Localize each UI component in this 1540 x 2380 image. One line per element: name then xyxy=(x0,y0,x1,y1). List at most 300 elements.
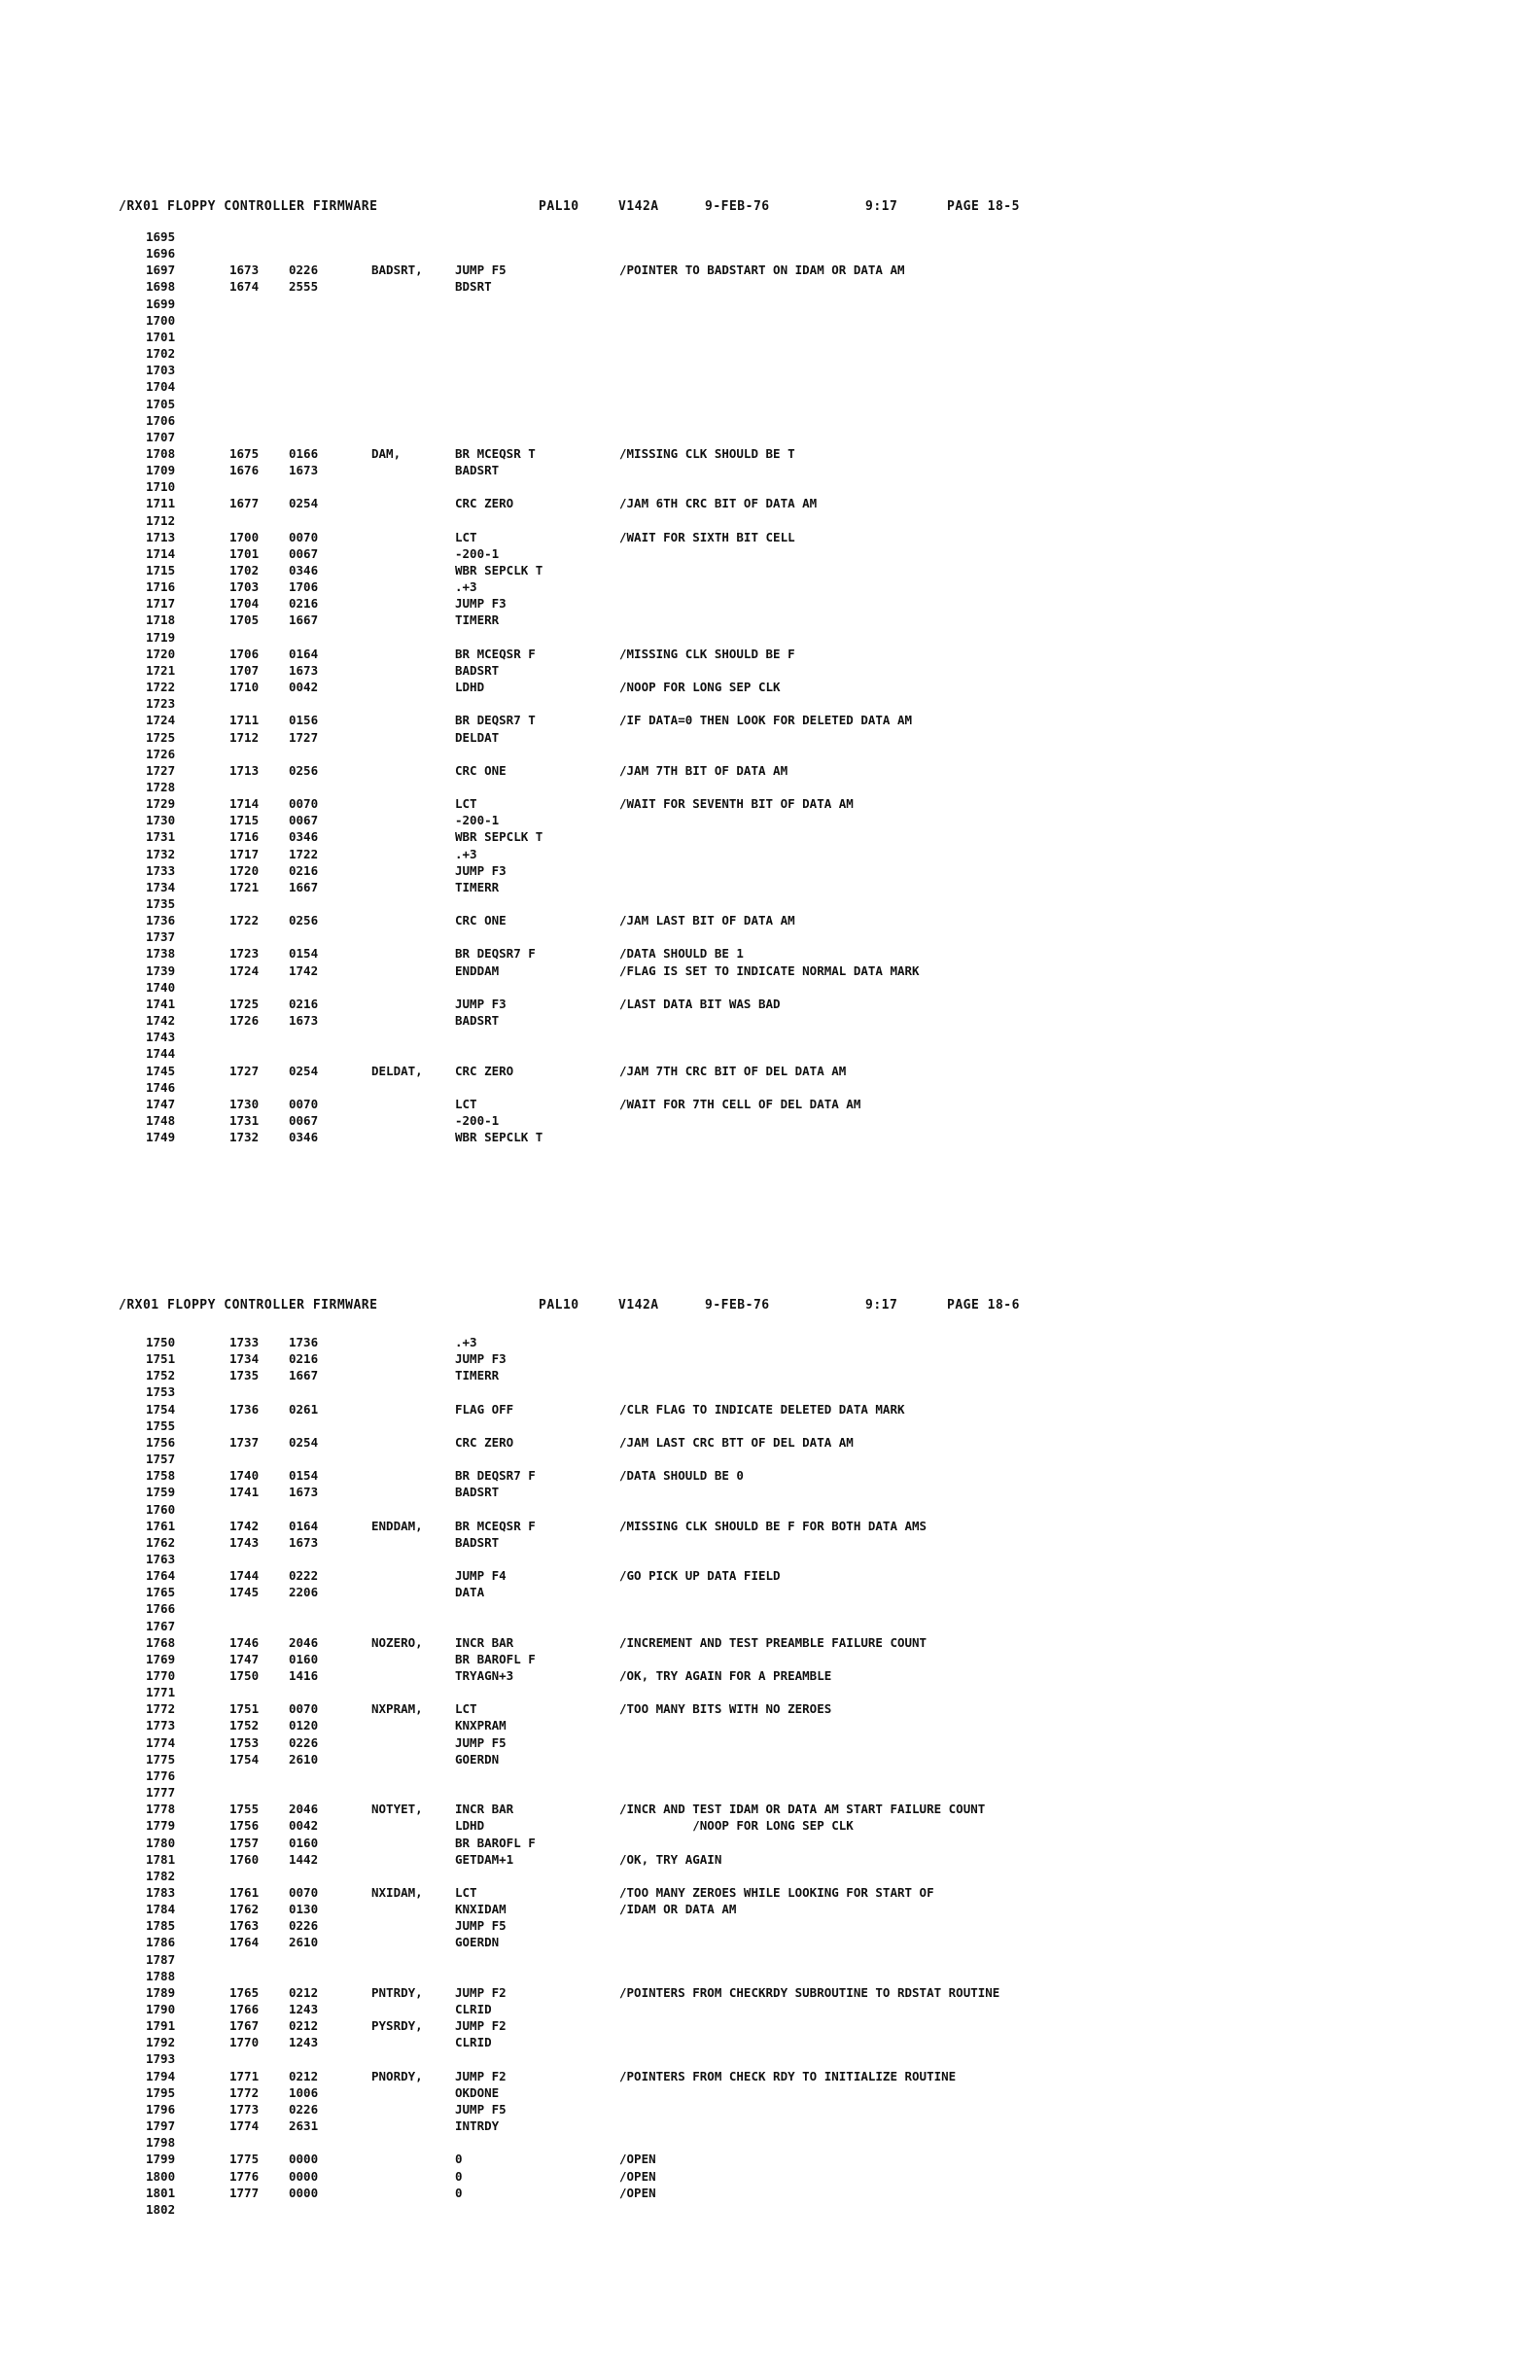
address: 1773 xyxy=(229,2101,260,2117)
instruction: FLAG OFF xyxy=(455,1401,514,1417)
version: V142A xyxy=(618,1298,659,1312)
line-number: 1785 xyxy=(146,1918,176,1934)
comment: /TOO MANY BITS WITH NO ZEROES xyxy=(619,1701,832,1717)
line-number: 1773 xyxy=(146,1718,176,1733)
address: 1716 xyxy=(229,829,260,845)
line-number: 1703 xyxy=(146,363,176,378)
line-number: 1751 xyxy=(146,1351,176,1367)
comment: /IF DATA=0 THEN LOOK FOR DELETED DATA AM xyxy=(619,713,913,728)
line-number: 1708 xyxy=(146,445,176,461)
octal-value: 0222 xyxy=(289,1568,319,1584)
octal-value: 0212 xyxy=(289,2068,319,2083)
octal-value: 2206 xyxy=(289,1585,319,1600)
line-number: 1745 xyxy=(146,1063,176,1078)
comment: /WAIT FOR 7TH CELL OF DEL DATA AM xyxy=(619,1096,861,1111)
instruction: BR DEQSR7 T xyxy=(455,713,536,728)
line-number: 1727 xyxy=(146,762,176,778)
comment: /DATA SHOULD BE 1 xyxy=(619,946,744,962)
line-number: 1784 xyxy=(146,1902,176,1917)
octal-value: 0000 xyxy=(289,2168,319,2184)
address: 1751 xyxy=(229,1701,260,1717)
address: 1757 xyxy=(229,1835,260,1850)
symbol-label: DAM, xyxy=(371,445,402,461)
instruction: KNXIDAM xyxy=(455,1902,507,1917)
line-number: 1719 xyxy=(146,629,176,645)
instruction: BR BAROFL F xyxy=(455,1835,536,1850)
line-number: 1739 xyxy=(146,962,176,978)
instruction: BADSRT xyxy=(455,662,500,678)
line-number: 1744 xyxy=(146,1046,176,1062)
address: 1752 xyxy=(229,1718,260,1733)
octal-value: 0067 xyxy=(289,813,319,828)
octal-value: 2610 xyxy=(289,1751,319,1767)
octal-value: 0154 xyxy=(289,946,319,962)
line-number: 1791 xyxy=(146,2018,176,2034)
octal-value: 1416 xyxy=(289,1668,319,1683)
line-number: 1778 xyxy=(146,1802,176,1817)
comment: /JAM LAST BIT OF DATA AM xyxy=(619,913,795,928)
symbol-label: PNTRDY, xyxy=(371,1984,423,2000)
address: 1775 xyxy=(229,2152,260,2167)
instruction: JUMP F3 xyxy=(455,1351,507,1367)
octal-value: 0226 xyxy=(289,1918,319,1934)
line-number: 1761 xyxy=(146,1518,176,1533)
line-number: 1738 xyxy=(146,946,176,962)
address: 1766 xyxy=(229,2002,260,2016)
line-number: 1695 xyxy=(146,229,176,244)
comment: /NOOP FOR LONG SEP CLK xyxy=(619,680,781,695)
comment: /OK, TRY AGAIN xyxy=(619,1851,722,1867)
line-number: 1725 xyxy=(146,729,176,745)
instruction: BR DEQSR7 F xyxy=(455,946,536,962)
listing-title: /RX01 FLOPPY CONTROLLER FIRMWARE xyxy=(119,1298,378,1312)
line-number: 1766 xyxy=(146,1601,176,1617)
line-number: 1790 xyxy=(146,2002,176,2016)
octal-value: 1722 xyxy=(289,846,319,861)
address: 1753 xyxy=(229,1734,260,1750)
octal-value: 0070 xyxy=(289,796,319,812)
line-number: 1779 xyxy=(146,1818,176,1834)
octal-value: 0067 xyxy=(289,545,319,561)
address: 1704 xyxy=(229,596,260,612)
line-number: 1763 xyxy=(146,1551,176,1566)
instruction: WBR SEPCLK T xyxy=(455,1130,543,1145)
comment: /OPEN xyxy=(619,2185,656,2200)
address: 1772 xyxy=(229,2084,260,2100)
octal-value: 0256 xyxy=(289,913,319,928)
line-number: 1735 xyxy=(146,896,176,911)
comment: /OPEN xyxy=(619,2168,656,2184)
address: 1735 xyxy=(229,1368,260,1383)
address: 1776 xyxy=(229,2168,260,2184)
comment: /POINTER TO BADSTART ON IDAM OR DATA AM xyxy=(619,262,905,278)
instruction: BADSRT xyxy=(455,1534,500,1550)
line-number: 1746 xyxy=(146,1079,176,1095)
line-number: 1796 xyxy=(146,2101,176,2117)
line-number: 1741 xyxy=(146,996,176,1011)
instruction: JUMP F5 xyxy=(455,2101,507,2117)
comment: /OK, TRY AGAIN FOR A PREAMBLE xyxy=(619,1668,832,1683)
octal-value: 2046 xyxy=(289,1802,319,1817)
line-number: 1704 xyxy=(146,379,176,395)
instruction: GOERDN xyxy=(455,1935,500,1950)
octal-value: 0216 xyxy=(289,1351,319,1367)
line-number: 1733 xyxy=(146,862,176,878)
instruction: JUMP F3 xyxy=(455,596,507,612)
instruction: CLRID xyxy=(455,2002,492,2016)
octal-value: 1706 xyxy=(289,579,319,595)
line-number: 1705 xyxy=(146,396,176,411)
line-number: 1714 xyxy=(146,545,176,561)
octal-value: 2046 xyxy=(289,1634,319,1650)
symbol-label: NXIDAM, xyxy=(371,1884,423,1900)
line-number: 1728 xyxy=(146,779,176,794)
octal-value: 0130 xyxy=(289,1902,319,1917)
octal-value: 0164 xyxy=(289,646,319,661)
line-number: 1731 xyxy=(146,829,176,845)
octal-value: 0042 xyxy=(289,1818,319,1834)
page-header xyxy=(119,1298,1020,1315)
line-number: 1771 xyxy=(146,1685,176,1700)
line-number: 1699 xyxy=(146,296,176,311)
comment: /JAM 7TH BIT OF DATA AM xyxy=(619,762,788,778)
line-number: 1767 xyxy=(146,1618,176,1633)
octal-value: 0070 xyxy=(289,1884,319,1900)
instruction: LCT xyxy=(455,796,477,812)
instruction: INCR BAR xyxy=(455,1802,514,1817)
comment: /WAIT FOR SIXTH BIT CELL xyxy=(619,529,795,544)
address: 1721 xyxy=(229,879,260,894)
line-number: 1760 xyxy=(146,1501,176,1517)
address: 1764 xyxy=(229,1935,260,1950)
octal-value: 0067 xyxy=(289,1112,319,1128)
instruction: 0 xyxy=(455,2152,463,2167)
comment: /IDAM OR DATA AM xyxy=(619,1902,737,1917)
octal-value: 2631 xyxy=(289,2118,319,2134)
octal-value: 0254 xyxy=(289,496,319,511)
line-number: 1713 xyxy=(146,529,176,544)
address: 1746 xyxy=(229,1634,260,1650)
line-number: 1709 xyxy=(146,463,176,478)
address: 1747 xyxy=(229,1651,260,1666)
module-name: PAL10 xyxy=(539,199,579,214)
octal-value: 1727 xyxy=(289,729,319,745)
octal-value: 0216 xyxy=(289,996,319,1011)
address: 1715 xyxy=(229,813,260,828)
symbol-label: PNORDY, xyxy=(371,2068,423,2083)
line-number: 1798 xyxy=(146,2135,176,2151)
line-number: 1698 xyxy=(146,279,176,295)
address: 1756 xyxy=(229,1818,260,1834)
octal-value: 0226 xyxy=(289,1734,319,1750)
address: 1713 xyxy=(229,762,260,778)
line-number: 1782 xyxy=(146,1868,176,1883)
comment: /INCR AND TEST IDAM OR DATA AM START FAILURE COUNT xyxy=(619,1802,986,1817)
line-number: 1701 xyxy=(146,329,176,344)
line-number: 1765 xyxy=(146,1585,176,1600)
comment: /MISSING CLK SHOULD BE F xyxy=(619,646,795,661)
line-number: 1722 xyxy=(146,680,176,695)
octal-value: 1673 xyxy=(289,662,319,678)
line-number: 1753 xyxy=(146,1384,176,1400)
instruction: DELDAT xyxy=(455,729,500,745)
address: 1677 xyxy=(229,496,260,511)
line-number: 1710 xyxy=(146,479,176,495)
address: 1760 xyxy=(229,1851,260,1867)
page-number: PAGE 18-6 xyxy=(947,1298,1020,1312)
address: 1674 xyxy=(229,279,260,295)
instruction: LCT xyxy=(455,1884,477,1900)
instruction: GOERDN xyxy=(455,1751,500,1767)
octal-value: 1673 xyxy=(289,1013,319,1029)
instruction: -200-1 xyxy=(455,813,500,828)
line-number: 1729 xyxy=(146,796,176,812)
line-number: 1736 xyxy=(146,913,176,928)
instruction: -200-1 xyxy=(455,545,500,561)
instruction: ENDDAM xyxy=(455,962,500,978)
page-header xyxy=(119,199,1020,217)
octal-value: 1667 xyxy=(289,879,319,894)
instruction: BR MCEQSR T xyxy=(455,445,536,461)
octal-value: 1736 xyxy=(289,1335,319,1349)
instruction: BR MCEQSR F xyxy=(455,646,536,661)
instruction: WBR SEPCLK T xyxy=(455,829,543,845)
instruction: .+3 xyxy=(455,846,477,861)
address: 1731 xyxy=(229,1112,260,1128)
date: 9-FEB-76 xyxy=(705,1298,770,1312)
line-number: 1799 xyxy=(146,2152,176,2167)
line-number: 1772 xyxy=(146,1701,176,1717)
octal-value: 1673 xyxy=(289,1534,319,1550)
octal-value: 1006 xyxy=(289,2084,319,2100)
comment: /FLAG IS SET TO INDICATE NORMAL DATA MARK xyxy=(619,962,920,978)
octal-value: 0160 xyxy=(289,1835,319,1850)
instruction: INTRDY xyxy=(455,2118,500,2134)
octal-value: 1243 xyxy=(289,2035,319,2050)
octal-value: 0154 xyxy=(289,1468,319,1484)
line-number: 1734 xyxy=(146,879,176,894)
octal-value: 1742 xyxy=(289,962,319,978)
line-number: 1794 xyxy=(146,2068,176,2083)
address: 1754 xyxy=(229,1751,260,1767)
octal-value: 0226 xyxy=(289,262,319,278)
address: 1727 xyxy=(229,1063,260,1078)
octal-value: 0000 xyxy=(289,2152,319,2167)
line-number: 1793 xyxy=(146,2051,176,2067)
octal-value: 0216 xyxy=(289,596,319,612)
comment: /POINTERS FROM CHECKRDY SUBROUTINE TO RDSTAT ROUTINE xyxy=(619,1984,1000,2000)
line-number: 1712 xyxy=(146,512,176,528)
line-number: 1696 xyxy=(146,246,176,262)
line-number: 1756 xyxy=(146,1434,176,1450)
comment: /MISSING CLK SHOULD BE T xyxy=(619,445,795,461)
line-number: 1764 xyxy=(146,1568,176,1584)
comment: /MISSING CLK SHOULD BE F FOR BOTH DATA AMS xyxy=(619,1518,928,1533)
line-number: 1797 xyxy=(146,2118,176,2134)
instruction: BADSRT xyxy=(455,1013,500,1029)
instruction: CRC ZERO xyxy=(455,496,514,511)
line-number: 1757 xyxy=(146,1452,176,1467)
module-name: PAL10 xyxy=(539,1298,579,1312)
line-number: 1720 xyxy=(146,646,176,661)
address: 1714 xyxy=(229,796,260,812)
time: 9:17 xyxy=(865,1298,898,1312)
line-number: 1762 xyxy=(146,1534,176,1550)
line-number: 1801 xyxy=(146,2185,176,2200)
address: 1762 xyxy=(229,1902,260,1917)
address: 1701 xyxy=(229,545,260,561)
comment: /JAM 7TH CRC BIT OF DEL DATA AM xyxy=(619,1063,847,1078)
instruction: GETDAM+1 xyxy=(455,1851,514,1867)
comment: /WAIT FOR SEVENTH BIT OF DATA AM xyxy=(619,796,854,812)
octal-value: 1243 xyxy=(289,2002,319,2016)
octal-value: 0164 xyxy=(289,1518,319,1533)
address: 1740 xyxy=(229,1468,260,1484)
line-number: 1774 xyxy=(146,1734,176,1750)
octal-value: 0346 xyxy=(289,829,319,845)
instruction: DATA xyxy=(455,1585,485,1600)
line-number: 1700 xyxy=(146,312,176,328)
address: 1777 xyxy=(229,2185,260,2200)
comment: /NOOP FOR LONG SEP CLK xyxy=(619,1818,854,1834)
line-number: 1769 xyxy=(146,1651,176,1666)
line-number: 1759 xyxy=(146,1485,176,1500)
octal-value: 0254 xyxy=(289,1434,319,1450)
instruction: LDHD xyxy=(455,1818,485,1834)
instruction: LDHD xyxy=(455,680,485,695)
symbol-label: DELDAT, xyxy=(371,1063,423,1078)
line-number: 1740 xyxy=(146,979,176,995)
line-number: 1768 xyxy=(146,1634,176,1650)
address: 1706 xyxy=(229,646,260,661)
line-number: 1723 xyxy=(146,696,176,712)
instruction: -200-1 xyxy=(455,1112,500,1128)
address: 1765 xyxy=(229,1984,260,2000)
comment: /INCREMENT AND TEST PREAMBLE FAILURE COUNT xyxy=(619,1634,928,1650)
line-number: 1800 xyxy=(146,2168,176,2184)
instruction: TRYAGN+3 xyxy=(455,1668,514,1683)
instruction: BR DEQSR7 F xyxy=(455,1468,536,1484)
line-number: 1775 xyxy=(146,1751,176,1767)
octal-value: 1442 xyxy=(289,1851,319,1867)
line-number: 1789 xyxy=(146,1984,176,2000)
address: 1722 xyxy=(229,913,260,928)
address: 1744 xyxy=(229,1568,260,1584)
instruction: 0 xyxy=(455,2185,463,2200)
address: 1730 xyxy=(229,1096,260,1111)
instruction: .+3 xyxy=(455,579,477,595)
octal-value: 0261 xyxy=(289,1401,319,1417)
instruction: BR MCEQSR F xyxy=(455,1518,536,1533)
address: 1675 xyxy=(229,445,260,461)
instruction: JUMP F5 xyxy=(455,1734,507,1750)
address: 1763 xyxy=(229,1918,260,1934)
instruction: WBR SEPCLK T xyxy=(455,563,543,578)
octal-value: 2555 xyxy=(289,279,319,295)
octal-value: 0346 xyxy=(289,1130,319,1145)
octal-value: 0000 xyxy=(289,2185,319,2200)
line-number: 1755 xyxy=(146,1418,176,1433)
address: 1741 xyxy=(229,1485,260,1500)
instruction: LCT xyxy=(455,1701,477,1717)
line-number: 1707 xyxy=(146,429,176,444)
instruction: LCT xyxy=(455,529,477,544)
instruction: .+3 xyxy=(455,1335,477,1349)
instruction: JUMP F2 xyxy=(455,2018,507,2034)
line-number: 1747 xyxy=(146,1096,176,1111)
address: 1711 xyxy=(229,713,260,728)
octal-value: 0160 xyxy=(289,1651,319,1666)
instruction: BDSRT xyxy=(455,279,492,295)
instruction: CRC ONE xyxy=(455,913,507,928)
octal-value: 0070 xyxy=(289,1701,319,1717)
line-number: 1737 xyxy=(146,929,176,945)
page-number: PAGE 18-5 xyxy=(947,199,1020,214)
address: 1732 xyxy=(229,1130,260,1145)
comment: /LAST DATA BIT WAS BAD xyxy=(619,996,781,1011)
address: 1761 xyxy=(229,1884,260,1900)
line-number: 1742 xyxy=(146,1013,176,1029)
address: 1700 xyxy=(229,529,260,544)
line-number: 1786 xyxy=(146,1935,176,1950)
line-number: 1743 xyxy=(146,1030,176,1045)
comment: /JAM 6TH CRC BIT OF DATA AM xyxy=(619,496,818,511)
instruction: CRC ZERO xyxy=(455,1063,514,1078)
line-number: 1726 xyxy=(146,746,176,761)
line-number: 1780 xyxy=(146,1835,176,1850)
line-number: 1787 xyxy=(146,1951,176,1967)
comment: /OPEN xyxy=(619,2152,656,2167)
octal-value: 0156 xyxy=(289,713,319,728)
address: 1771 xyxy=(229,2068,260,2083)
address: 1733 xyxy=(229,1335,260,1349)
line-number: 1781 xyxy=(146,1851,176,1867)
address: 1720 xyxy=(229,862,260,878)
line-number: 1777 xyxy=(146,1785,176,1801)
instruction: CLRID xyxy=(455,2035,492,2050)
octal-value: 0212 xyxy=(289,1984,319,2000)
address: 1676 xyxy=(229,463,260,478)
address: 1710 xyxy=(229,680,260,695)
address: 1750 xyxy=(229,1668,260,1683)
symbol-label: NXPRAM, xyxy=(371,1701,423,1717)
instruction: 0 xyxy=(455,2168,463,2184)
line-number: 1752 xyxy=(146,1368,176,1383)
octal-value: 0042 xyxy=(289,680,319,695)
symbol-label: PYSRDY, xyxy=(371,2018,423,2034)
version: V142A xyxy=(618,199,659,214)
line-number: 1802 xyxy=(146,2201,176,2217)
address: 1707 xyxy=(229,662,260,678)
comment: /POINTERS FROM CHECK RDY TO INITIALIZE ROUTINE xyxy=(619,2068,957,2083)
comment: /DATA SHOULD BE 0 xyxy=(619,1468,744,1484)
octal-value: 0120 xyxy=(289,1718,319,1733)
instruction: JUMP F3 xyxy=(455,862,507,878)
line-number: 1721 xyxy=(146,662,176,678)
instruction: LCT xyxy=(455,1096,477,1111)
instruction: JUMP F5 xyxy=(455,262,507,278)
address: 1767 xyxy=(229,2018,260,2034)
comment: /GO PICK UP DATA FIELD xyxy=(619,1568,781,1584)
octal-value: 0254 xyxy=(289,1063,319,1078)
address: 1673 xyxy=(229,262,260,278)
instruction: JUMP F4 xyxy=(455,1568,507,1584)
instruction: TIMERR xyxy=(455,612,500,628)
instruction: BADSRT xyxy=(455,463,500,478)
octal-value: 0166 xyxy=(289,445,319,461)
line-number: 1776 xyxy=(146,1768,176,1783)
instruction: OKDONE xyxy=(455,2084,500,2100)
